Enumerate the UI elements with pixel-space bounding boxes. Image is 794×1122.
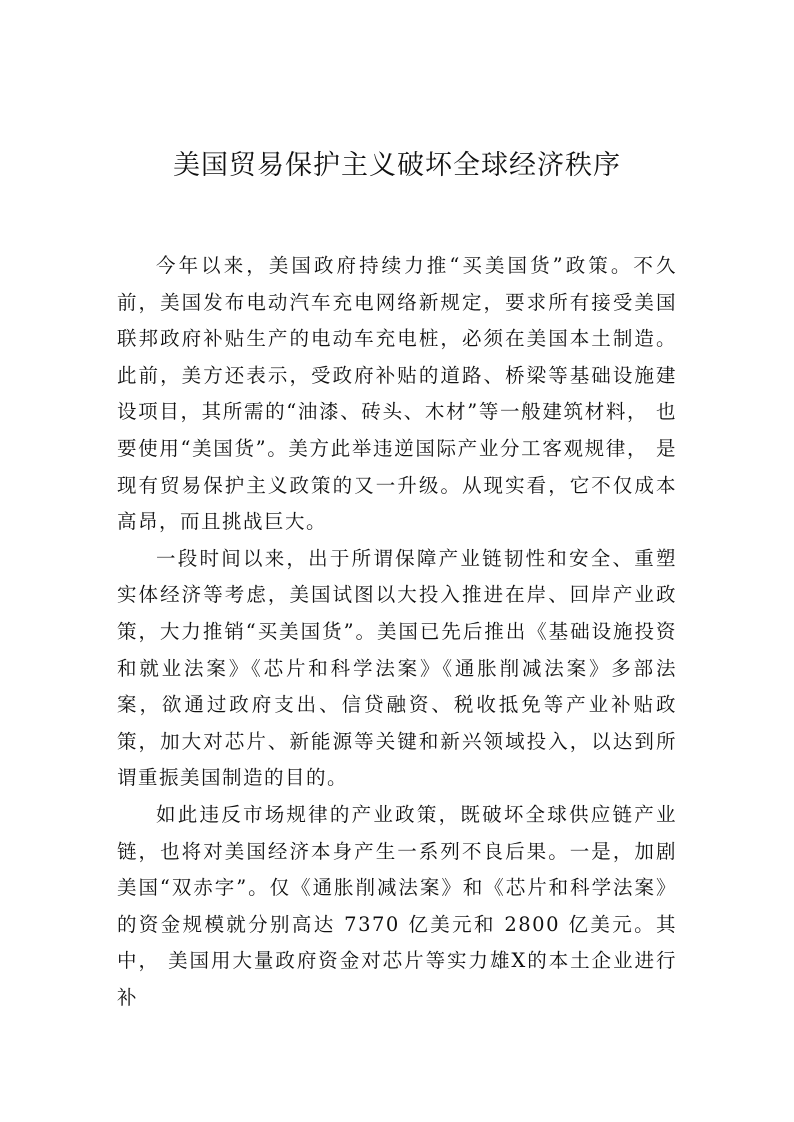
paragraph-2: 一段时间以来，出于所谓保障产业链韧性和安全、重塑实体经济等考虑，美国试图以大投入推进在岸、回岸产业政策，大力推销“买美国货”。美国已先后推出《基础设施投资和就业法案》《芯片和科学法案》《通胀削减法案》多部法案，欲通过政府支出、信贷融资、税收抵免等产业补贴政策，加大对芯片、新能源等关键和新兴领域投入，以达到所谓重振美国制造的目的。 [117, 546, 677, 790]
document-body [117, 248, 677, 1016]
paragraph-1: 今年以来，美国政府持续力推“买美国货”政策。不久前，美国发布电动汽车充电网络新规定，要求所有接受美国联邦政府补贴生产的电动车充电桩，必须在美国本土制造。 此前，美方还表示，受政府补贴的道路、桥梁等基础设施建设项目，其所需的“油漆、砖头、木材”等一般建筑材料， 也要使用“美国货”。美方此举违逆国际产业分工客观规律， 是现有贸易保护主义政策的又一升级。从现实看，它不仅成本高昂，而且挑战巨大。 [117, 254, 677, 534]
paragraph-3: 如此违反市场规律的产业政策，既破坏全球供应链产业链，也将对美国经济本身产生一系列不良后果。一是，加剧美国“双赤字”。仅《通胀削减法案》和《芯片和科学法案》的资金规模就分别高达 7370 亿美元和 2800 亿美元。其中， 美国用大量政府资金对芯片等实力雄X的本土企业进行补 [117, 802, 677, 1009]
document-title: 美国贸易保护主义破坏全球经济秩序 [173, 150, 621, 181]
